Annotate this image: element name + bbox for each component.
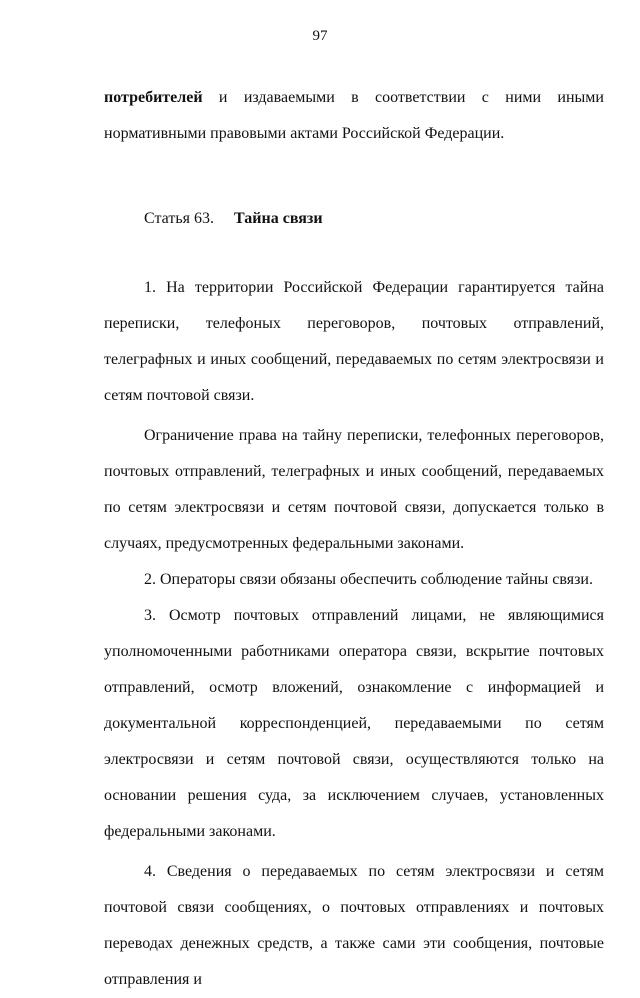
page-number: 97 (312, 28, 328, 44)
opening-paragraph (104, 80, 604, 152)
paragraph-3: 3. Осмотр почтовых отправлений лицами, не являющимися уполномоченными работниками оператора связи, вскрытие почтовых отправлений, осмотр вложений, ознакомление с информацией и документальной корреспонденцией, передаваемыми по сетям электросвязи и сетям почтовой связи, осуществляются только на основании решения суда, за исключением случаев, установленных федеральными законами. (104, 607, 604, 840)
paragraph-1-restriction: Ограничение права на тайну переписки, телефонных переговоров, почтовых отправлений, телеграфных и иных сообщений, передаваемых по сетям электросвязи и сетям почтовой связи, допускается только в случаях, предусмотренных федеральными законами. (104, 427, 604, 552)
article-heading (104, 204, 604, 234)
document-body (104, 80, 604, 998)
paragraph-1: 1. На территории Российской Федерации гарантируется тайна переписки, телефоных переговоров, почтовых отправлений, телеграфных и иных сообщений, передаваемых по сетям электросвязи и сетям почтовой связи. (104, 279, 604, 404)
article-label: Статья 63. (144, 210, 214, 227)
article-title: Тайна связи (234, 210, 323, 227)
opening-text: и издаваемыми в соответствии с ними иными нормативными правовыми актами Российской Федерации. (104, 89, 604, 142)
opening-bold-word: потребителей (104, 89, 203, 106)
paragraph-4: 4. Сведения о передаваемых по сетям электросвязи и сетям почтовой связи сообщениях, о почтовых отправлениях и почтовых переводах денежных средств, а также сами эти сообщения, почтовые отправления и (104, 863, 604, 988)
paragraph-2: 2. Операторы связи обязаны обеспечить соблюдение тайны связи. (144, 571, 593, 588)
